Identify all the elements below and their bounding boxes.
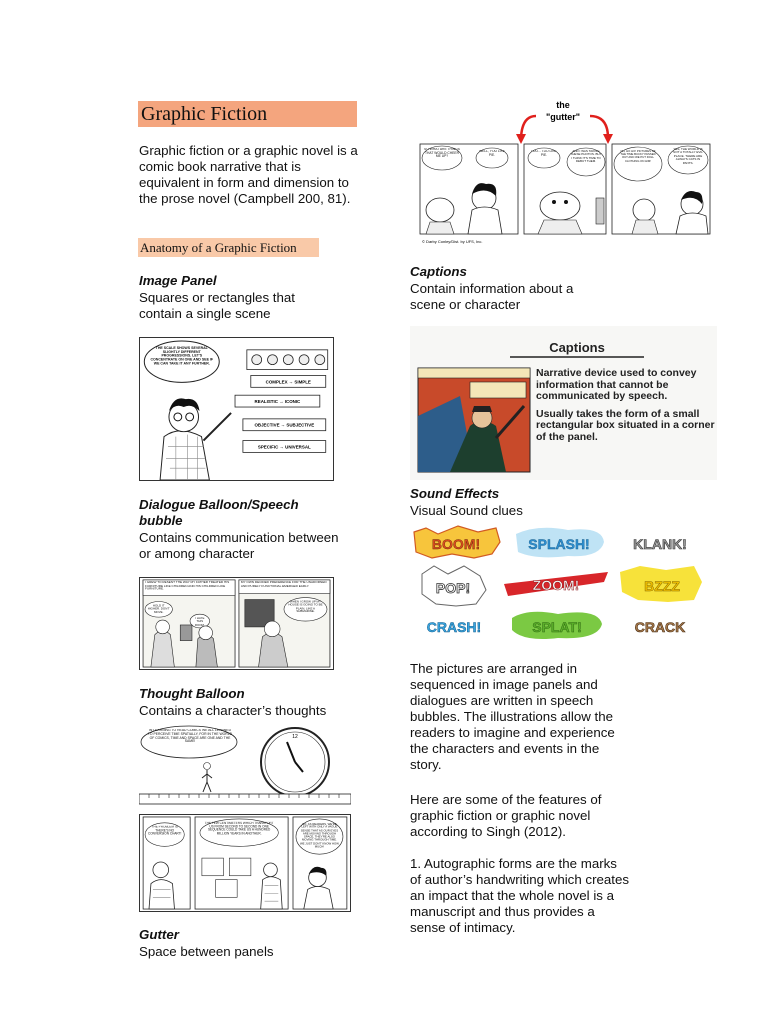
captions-illustration — [410, 326, 717, 480]
dialogue-heading: Dialogue Balloon/Speech bubble — [139, 497, 299, 528]
clock-illustration — [139, 722, 351, 814]
dialogue-bubble-1: HOLD IT HIGHER. DON'T MOVE. — [147, 604, 170, 615]
clock-numeral-12: 12 — [292, 734, 298, 740]
strip-bubble-1: SO WHAT ARE THINGS THAT WOULD CHEER ME UP? — [424, 148, 460, 159]
scale-row-2: REALISTIC → ICONIC — [254, 399, 301, 405]
sound-effects-figure — [408, 524, 708, 644]
dialogue-caption-2: MY OWN DECIDED PREFERENCE FOR THE UNADORNED AND PURELY FUNCTIONAL EMERGED EARLY. — [240, 580, 327, 588]
gutter-desc: Space between panels — [139, 944, 274, 959]
thought-heading: Thought Balloon — [139, 686, 245, 701]
gutter-panel-bubble-1: THE PROBLEM IS THERE'S NO CONVERSION CHART! — [147, 825, 182, 836]
captions-heading: Captions — [410, 264, 467, 279]
page-title: Graphic Fiction — [141, 103, 268, 125]
thought-figure — [139, 722, 351, 814]
dialogue-bubble-3: WHEN I GROW UP MY HOUSE IS GOING TO BE PLAIN, LIKE A SUBMARINE. — [288, 600, 323, 614]
captions-desc: Contain information about a scene or character — [410, 281, 574, 312]
sfx-splat: SPLAT! — [532, 619, 582, 635]
gutter-panel-bubble-3: SO, AS READERS, WE'RE LEFT WITH ONLY A VAGUE SENSE THAT AS OUR EYES ARE MOVING THROUGH SPACE, THEY'RE ALSO MOVING THROUGH TIME. WE JUST DON'T KNOW HOW MUCH! — [299, 822, 339, 849]
sfx-klank: KLANK! — [633, 536, 687, 552]
dialogue-desc: Contains communication between or among character — [139, 530, 339, 561]
scale-row-3: OBJECTIVE → SUBJECTIVE — [254, 422, 315, 428]
sfx-boom: BOOM! — [431, 536, 481, 552]
image-panel-desc: Squares or rectangles that contain a single scene — [139, 290, 295, 321]
sound-desc: Visual Sound clues — [410, 503, 523, 518]
thought-desc: Contains a character’s thoughts — [139, 703, 327, 718]
gutter-panels-figure — [139, 814, 351, 912]
sfx-splash: SPLASH! — [528, 536, 590, 552]
scale-bubble-text: THE SCALE SHOWS SEVERAL SLIGHTLY DIFFERENT PROGRESSIONS. LET'S CONCENTRATE ON ONE AND SEE IF WE CAN TAKE IT ANY FURTHER. — [150, 345, 214, 366]
paragraph-illustrations: The pictures are arranged in sequenced in image panels and dialogues are written in speech bubbles. The illustrations allow the readers to imagine and experience the characters and events in the story. — [410, 661, 615, 772]
scale-row-1: COMPLEX → SIMPLE — [265, 379, 311, 385]
gutter-panel-bubble-2: THE FEW CENTIMETERS WHICH TRANSPORT US FROM SECOND TO SECOND IN ONE SEQUENCE COULD TAKE US A HUNDRED MILLION YEARS IN ANOTHER. — [204, 821, 274, 836]
gutter-label-line1: the — [556, 100, 570, 110]
sound-heading: Sound Effects — [410, 486, 500, 501]
gutter-heading: Gutter — [139, 927, 179, 942]
thought-bubble-text: IN LEARNING TO READ COMICS WE ALL LEARNED TO PERCEIVE TIME SPATIALLY, FOR IN THE WORLD OF COMICS, TIME AND SPACE ARE ONE AND THE SAME! — [147, 729, 233, 744]
strip-bubble-6: YES, THE WORLD IS NOT A TOTALLY EVIL PLACE. THERE ARE ALWAYS CATS IN PANTS. — [673, 148, 703, 165]
sound-effects-illustration — [408, 524, 708, 644]
image-panel-figure — [139, 337, 334, 481]
captions-figure-para2: Usually takes the form of a small rectangular box situated in a corner of the panel. — [536, 407, 715, 443]
paragraph-autographic: 1. Autographic forms are the marks of author’s handwriting which creates an impact that the whole novel is a manuscript and thus provides a sense of intimacy. — [410, 856, 630, 935]
sfx-crack: CRACK — [634, 619, 686, 635]
sfx-crash: CRASH! — [426, 619, 482, 635]
captions-figure — [410, 326, 717, 480]
strip-bubble-2: WELL, YOU LIKE PIE. — [479, 150, 505, 157]
dialogue-bubble-2: I HATE THIS ROOM. — [194, 617, 205, 627]
strip-credit: © Darby Conley/Dist. by UFS, Inc. — [422, 239, 483, 244]
image-panel-heading: Image Panel — [139, 273, 217, 288]
captions-figure-title: Captions — [549, 340, 605, 355]
sfx-bzzz: BZZZ — [644, 578, 680, 594]
intro-paragraph: Graphic fiction or a graphic novel is a comic book narrative that is equivalent in form and dimension to the prose novel (Campbell 200, 81). — [139, 143, 358, 206]
scale-comic-illustration — [140, 338, 333, 480]
dialogue-figure — [139, 577, 334, 670]
captions-figure-para1: Narrative device used to convey information that cannot be communicated by speech. — [536, 368, 697, 403]
strip-bubble-3: I DO... I DO LIKE PIE. — [531, 150, 557, 157]
sfx-pop: POP! — [435, 580, 471, 596]
gutter-strip-figure — [410, 98, 715, 248]
scale-row-4: SPECIFIC → UNIVERSAL — [257, 444, 311, 450]
sfx-zoom: ZOOM! — [532, 577, 580, 593]
strip-bubble-5: OH, HO HO! PICTURES OF THE TIME BUCKY PASSED OUT AND WE PUT DOLL CLOTHING ON HIM! — [620, 150, 656, 163]
strip-bubble-4: AND I WAS TAKING THESE PHOTOS. BUT I THINK IT'S TIME TO DEBUT THEM. — [570, 150, 602, 164]
paragraph-features-intro: Here are some of the features of graphic fiction or graphic novel according to Singh (2012). — [410, 792, 602, 839]
anatomy-subheading: Anatomy of a Graphic Fiction — [140, 240, 297, 255]
dialogue-caption-1: I GREW TO RESENT THE WAY MY FATHER TREATED HIS FURNITURE LIKE CHILDREN AND HIS CHILDREN LIKE FURNITURE. — [145, 580, 230, 591]
dialogue-comic-illustration — [140, 578, 333, 669]
gutter-label-line2: "gutter" — [545, 112, 581, 122]
gutter-strip-illustration — [410, 98, 715, 248]
panels-illustration — [140, 815, 350, 911]
